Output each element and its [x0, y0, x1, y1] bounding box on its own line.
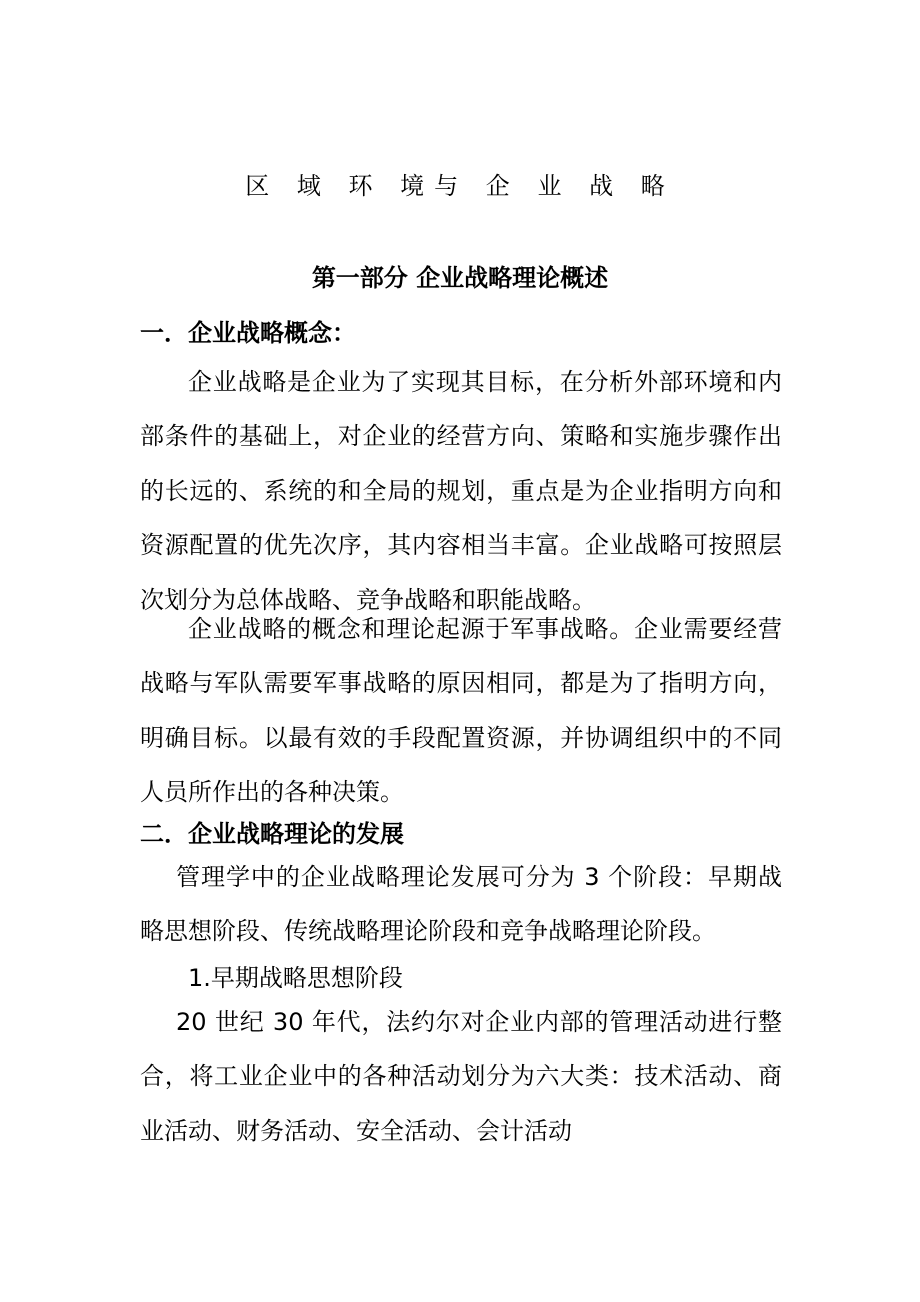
section-1-heading: 一．企业战略概念： — [140, 319, 356, 347]
document-title: 区 域 环 境与 企 业 战 略 — [245, 172, 675, 200]
section-2-paragraph: 20 世纪 30 年代，法约尔对企业内部的管理活动进行整合，将工业企业中的各种活动划分为六大类：技术活动、商业活动、财务活动、安全活动、会计活动 — [140, 1008, 782, 1145]
part-title: 第一部分 企业战略理论概述 — [311, 264, 609, 292]
section-1-paragraph-1: 企业战略是企业为了实现其目标，在分析外部环境和内部条件的基础上，对企业的经营方向、策略和实施步骤作出的长远的、系统的和全局的规划，重点是为企业指明方向和资源配置的优先次序，其内容相当丰富。企业战略可按照层次划分为总体战略、竞争战略和职能战略。 — [140, 368, 782, 614]
section-2-intro: 管理学中的企业战略理论发展可分为 3 个阶段：早期战略思想阶段、传统战略理论阶段和竞争战略理论阶段。 — [140, 863, 782, 946]
section-2-heading: 二．企业战略理论的发展 — [140, 820, 404, 848]
section-1-paragraph-2: 企业战略的概念和理论起源于军事战略。企业需要经营战略与军队需要军事战略的原因相同，都是为了指明方向，明确目标。以最有效的手段配置资源，并协调组织中的不同人员所作出的各种决策。 — [140, 615, 782, 807]
section-2-subheading: 1.早期战略思想阶段 — [188, 964, 403, 992]
